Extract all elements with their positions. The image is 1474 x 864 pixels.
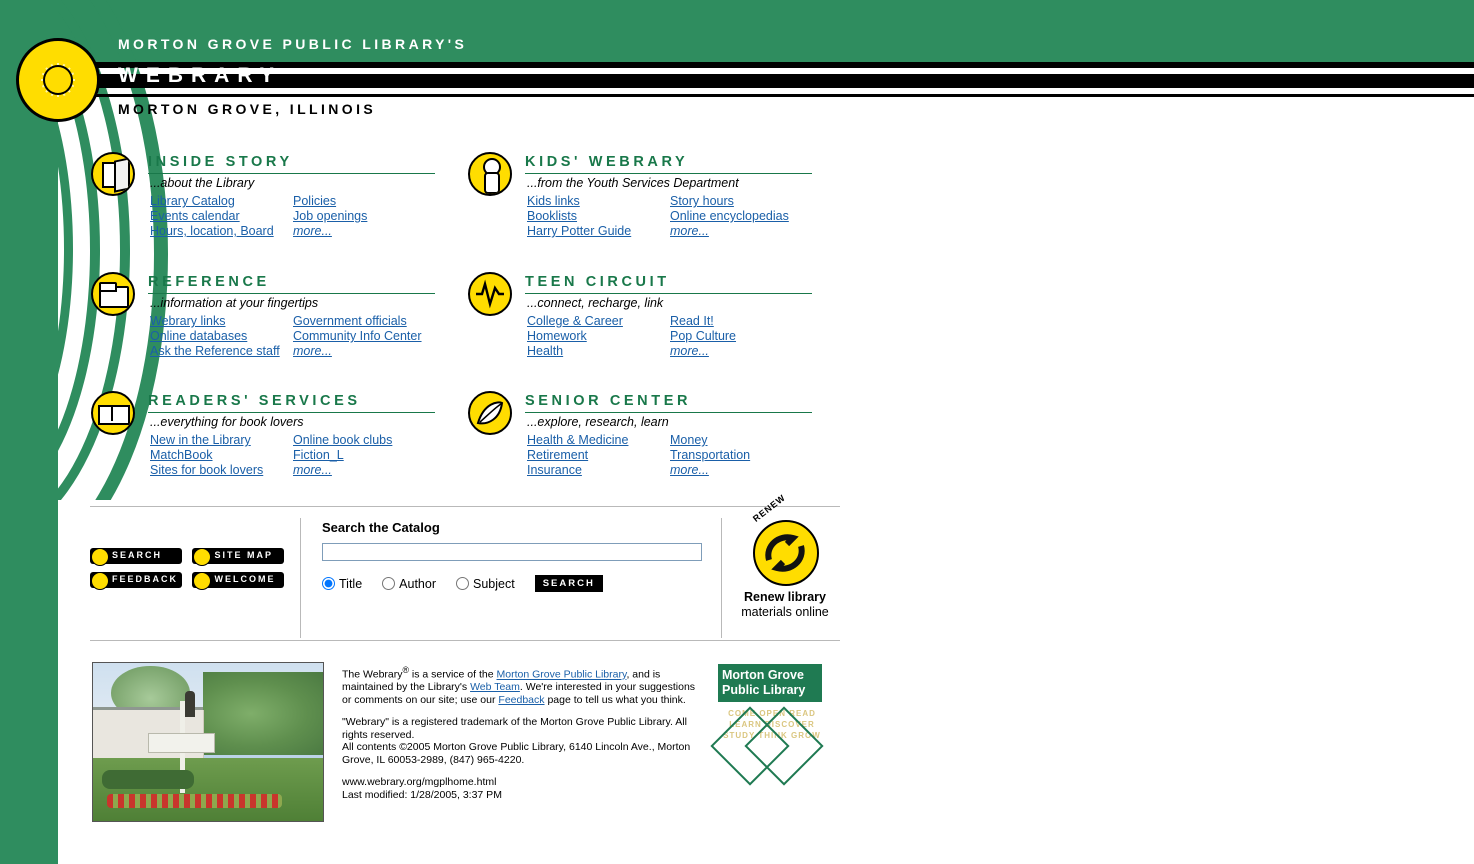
footer-text-b: is a service of the: [408, 668, 497, 681]
masthead: [0, 0, 1474, 128]
section-links: [527, 314, 817, 359]
site-map-button[interactable]: SITE MAP: [192, 548, 284, 564]
section-header: [148, 274, 435, 294]
link-booklists[interactable]: Booklists: [527, 209, 578, 223]
section-title: KIDS' WEBRARY: [525, 154, 689, 170]
radio-subject[interactable]: [456, 577, 515, 591]
welcome-button[interactable]: WELCOME: [192, 572, 284, 588]
link-pop-culture[interactable]: Pop Culture: [670, 329, 737, 343]
link-webrary-links[interactable]: Webrary links: [150, 314, 226, 328]
radio-title-input[interactable]: [322, 577, 335, 590]
wave-glyph: [470, 274, 510, 314]
section-description: ...from the Youth Services Department: [527, 176, 739, 190]
link-more[interactable]: more...: [293, 344, 332, 358]
link-new-in-the-library[interactable]: New in the Library: [150, 433, 251, 447]
section-links: [150, 314, 440, 359]
logo-word-cloud: COME OPEN READ LEARN DISCOVER STUDY THINK GROW: [723, 709, 821, 740]
link-more[interactable]: more...: [293, 224, 332, 238]
footer-text: [342, 664, 702, 811]
link-online-book-clubs[interactable]: Online book clubs: [293, 433, 393, 447]
library-building-photo: [92, 662, 324, 822]
page-title: WEBRARY: [118, 64, 282, 87]
footer-text-c: , and is maintained by the Library's: [342, 668, 661, 693]
footer-last-modified: Last modified: 1/28/2005, 3:37 PM: [342, 788, 502, 801]
masthead-top-line: MORTON GROVE PUBLIC LIBRARY'S: [118, 36, 468, 52]
renew-line2: materials online: [741, 605, 829, 619]
renew-badge-word: RENEW: [751, 492, 788, 524]
quick-buttons: [90, 548, 290, 596]
radio-title-label: Title: [339, 576, 363, 591]
divider-vertical-left: [300, 518, 301, 638]
radio-author-label: Author: [399, 576, 436, 591]
section-title: REFERENCE: [148, 274, 270, 290]
link-government-officials[interactable]: Government officials: [293, 314, 407, 328]
search-options: [322, 575, 712, 592]
masthead-sub-line: MORTON GROVE, ILLINOIS: [118, 101, 377, 117]
link-read-it[interactable]: Read It!: [670, 314, 714, 328]
bullet-icon: [91, 548, 109, 566]
link-ask-reference-staff[interactable]: Ask the Reference staff: [150, 344, 280, 358]
open-book-icon: [90, 391, 134, 435]
divider-vertical-right: [721, 518, 722, 638]
section-header: [525, 154, 812, 174]
footer-text-e: page to tell us what you think.: [544, 693, 686, 706]
link-college-career[interactable]: College & Career: [527, 314, 623, 328]
link-more[interactable]: more...: [670, 463, 709, 477]
link-fiction-l[interactable]: Fiction_L: [293, 448, 344, 462]
leaf-icon: [467, 391, 511, 435]
section-description: ...information at your fingertips: [150, 296, 319, 310]
link-more[interactable]: more...: [670, 344, 709, 358]
divider-top: [90, 506, 840, 507]
section-description: ...connect, recharge, link: [527, 296, 664, 310]
link-job-openings[interactable]: Job openings: [293, 209, 368, 223]
footer-text-d: . We're interested in your suggestions or comments on our site; use our: [342, 681, 696, 706]
search-submit-button[interactable]: SEARCH: [535, 575, 603, 592]
link-retirement[interactable]: Retirement: [527, 448, 589, 462]
link-matchbook[interactable]: MatchBook: [150, 448, 213, 462]
search-heading: Search the Catalog: [322, 520, 440, 535]
link-more[interactable]: more...: [670, 224, 709, 238]
leaf-glyph: [470, 393, 510, 433]
section-title: READERS' SERVICES: [148, 393, 361, 409]
morton-grove-logo: [718, 664, 828, 784]
radio-author-input[interactable]: [382, 577, 395, 590]
radio-author[interactable]: [382, 577, 436, 591]
masthead-bar-bottom: [58, 94, 1474, 97]
registered-icon: ®: [402, 665, 409, 675]
section-links: [150, 194, 440, 239]
section-header: [148, 393, 435, 413]
link-harry-potter-guide[interactable]: Harry Potter Guide: [527, 224, 632, 238]
bullet-icon: [91, 572, 109, 590]
section-links: [150, 433, 440, 478]
link-sites-for-book-lovers[interactable]: Sites for book lovers: [150, 463, 264, 477]
radio-subject-input[interactable]: [456, 577, 469, 590]
link-feedback[interactable]: Feedback: [498, 693, 545, 706]
link-events-calendar[interactable]: Events calendar: [150, 209, 240, 223]
footer-url: www.webrary.org/mgplhome.html: [342, 776, 497, 788]
link-kids-links[interactable]: Kids links: [527, 194, 580, 208]
link-morton-grove-public-library[interactable]: Morton Grove Public Library: [496, 668, 627, 681]
footer-paragraph-1: [342, 664, 702, 706]
logo-line-2: Public Library: [722, 683, 806, 697]
link-homework[interactable]: Homework: [527, 329, 587, 343]
child-sun-icon: [467, 152, 511, 196]
link-story-hours[interactable]: Story hours: [670, 194, 734, 208]
section-links: [527, 194, 817, 239]
section-title: INSIDE STORY: [148, 154, 293, 170]
link-insurance[interactable]: Insurance: [527, 463, 582, 477]
section-title: TEEN CIRCUIT: [525, 274, 670, 290]
section-description: ...explore, research, learn: [527, 415, 669, 429]
renew-arrows-icon[interactable]: [751, 492, 817, 584]
bullet-icon: [193, 548, 211, 566]
section-header: [525, 393, 812, 413]
renew-block[interactable]: [730, 492, 840, 620]
link-community-info-center[interactable]: Community Info Center: [293, 329, 422, 343]
logo-book-icon: [722, 710, 818, 782]
section-header: [525, 274, 812, 294]
section-links: [527, 433, 817, 478]
link-online-encyclopedias[interactable]: Online encyclopedias: [670, 209, 789, 223]
section-title: SENIOR CENTER: [525, 393, 692, 409]
section-description: ...about the Library: [150, 176, 255, 190]
circuit-wave-icon: [467, 272, 511, 316]
divider-bottom: [90, 640, 840, 641]
search-button[interactable]: SEARCH: [90, 548, 182, 564]
catalog-search: [322, 520, 712, 592]
link-transportation[interactable]: Transportation: [670, 448, 751, 462]
link-web-team[interactable]: Web Team: [470, 681, 520, 693]
link-hours-location-board[interactable]: Hours, location, Board: [150, 224, 274, 238]
left-green-band: [0, 0, 58, 864]
link-policies[interactable]: Policies: [293, 194, 337, 208]
section-header: [148, 154, 435, 174]
link-online-databases[interactable]: Online databases: [150, 329, 248, 343]
footer-webrary-word: The Webrary: [342, 668, 403, 681]
radio-title[interactable]: [322, 577, 362, 591]
renew-line1: Renew library: [744, 590, 826, 604]
folder-icon: [90, 272, 134, 316]
logo-line-1: Morton Grove: [722, 668, 804, 682]
section-description: ...everything for book lovers: [150, 415, 304, 429]
feedback-button[interactable]: FEEDBACK: [90, 572, 182, 588]
link-more[interactable]: more...: [293, 463, 332, 477]
open-door-icon: [90, 152, 134, 196]
radio-subject-label: Subject: [473, 576, 515, 591]
sunburst-icon: [16, 38, 100, 122]
link-library-catalog[interactable]: Library Catalog: [150, 194, 235, 208]
logo-label: [718, 664, 822, 702]
bullet-icon: [193, 572, 211, 590]
renew-caption: [730, 590, 840, 620]
footer-copyright: All contents ©2005 Morton Grove Public Library, 6140 Lincoln Ave., Morton Grove, IL 60053-2989, (847) 965-4220.: [342, 741, 691, 766]
footer-trademark: "Webrary" is a registered trademark of the Morton Grove Public Library. All rights reserved.: [342, 716, 687, 741]
link-health-medicine[interactable]: Health & Medicine: [527, 433, 629, 447]
link-money[interactable]: Money: [670, 433, 708, 447]
link-health[interactable]: Health: [527, 344, 564, 358]
search-input[interactable]: [322, 543, 702, 561]
